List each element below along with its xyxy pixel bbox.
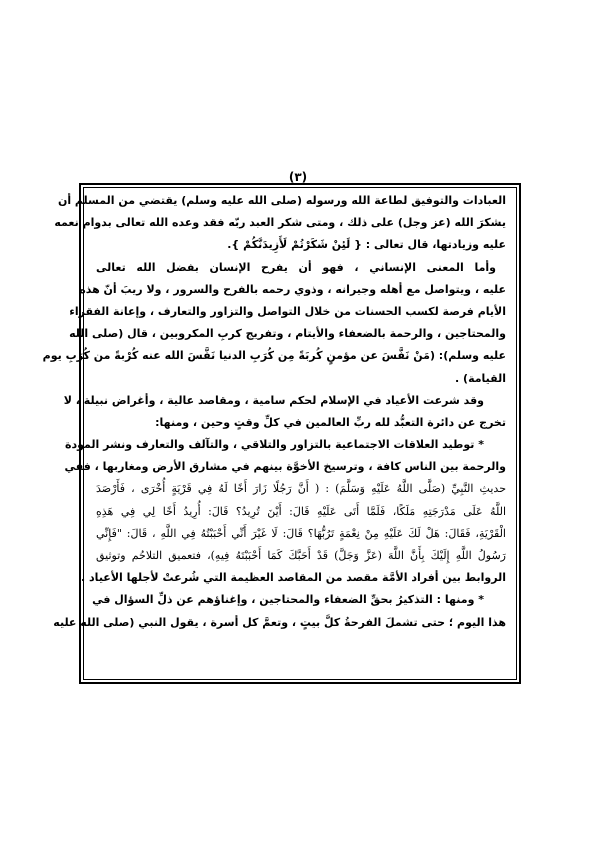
text-line: والرحمة بين الناس كافة ، وترسيخ الأخوَّة بينهم في مشارق الأرض ومغاربها ، ففي	[64, 460, 506, 474]
text-line: الروابط بين أفراد الأمَّة مقصد من المقاصد العظيمة التي شُرعتْ لأجلها الأعياد .	[81, 571, 506, 585]
text-line: * ومنها : التذكيرُ بحقِّ الضعفاء والمحتاجين ، وإغناؤهم عن ذلِّ السؤال في	[92, 593, 484, 607]
body-text	[42, 190, 506, 678]
text-line: تخرج عن دائرة التعبُّد لله ربِّ العالمين في كلِّ وقتٍ وحين ، ومنها:	[155, 415, 506, 429]
text-line: رَسُولُ اللَّهِ إِلَيْكَ بِأَنَّ اللَّهَ (عَزَّ وَجَلَّ) قَدْ أَحَبَّكَ كَمَا أَحْبَبْتَهُ فِيهِ)، فتعميق التلاحُم وتوثيق	[96, 549, 506, 562]
text-line: * توطيد العلاقات الاجتماعية بالتزاور والتلاقي ، والتآلف والتعارف ونشر المودة	[64, 438, 484, 452]
page-number: (٣)	[288, 170, 308, 184]
text-line: وأما المعنى الإنساني ، فهو أن يفرح الإنسان بفضل الله تعالى	[96, 260, 496, 274]
text-line: والمحتاجين ، والرحمة بالضعفاء والأيتام ، وتفريج كربِ المكروبين ، قال (صلى الله	[69, 327, 506, 341]
text-line: عليه وسلم): (مَنْ نَفَّسَ عن مؤمنٍ كُربَةً مِن كُرَبِ الدنيا نَفَّسَ الله عنه كُرْبةً من كُرَبِ يوم	[42, 349, 506, 363]
text-line: هذا اليوم ؛ حتى تشملَ الفرحةُ كلَّ بيتٍ ، وتعمَّ كل أسرة ، يقول النبي (صلى الله عليه	[53, 615, 506, 629]
text-line: الأيام فرصة لكسب الحسنات من خلال التواصل والتزاور والتعارف ، وإعانة الفقراء	[69, 304, 506, 318]
text-line: اللَّهُ عَلَى مَدْرَجَتِهِ مَلَكًا، فَلَمَّا أَتَى عَلَيْهِ قَالَ: أَيْنَ تُرِيدُ؟ قَالَ: أُرِيدُ أَخًا لِي فِي هَذِهِ	[96, 504, 506, 518]
text-line: العبادات والتوفيق لطاعة الله ورسوله (صلى الله عليه وسلم) يقتضي من المسلم أن	[57, 194, 506, 207]
text-line: عليه ، ويتواصل مع أهله وجيرانه ، وذوي رحمه بالفرح والسرور ، ولا ريبَ أنّ هذه	[79, 282, 506, 296]
text-line: حديثِ النَّبِيِّ (صَلَّى اللَّهُ عَلَيْهِ وَسَلَّمَ) : ( أَنَّ رَجُلًا زَارَ أَخًا لَهُ فِي قَرْيَةٍ أُخْرَى ، فَأَرْصَدَ	[96, 482, 506, 496]
text-line: وقد شرعت الأعياد في الإسلام لحكم سامية ، ومقاصد عالية ، وأغراض نبيلة ، لا	[63, 393, 484, 407]
text-line: القيامة) .	[455, 371, 506, 385]
text-line: عليه وزيادتها، قال تعالى : { لَئِنْ شَكَرْتُمْ لَأَزِيدَنَّكُمْ }.	[227, 238, 506, 252]
text-line: الْقَرْيَةِ، فَقَالَ: هَلْ لَكَ عَلَيْهِ مِنْ نِعْمَةٍ تَرُبُّهَا؟ قَالَ: لَا غَيْرَ أَنِّي أَحْبَبْتُهُ فِي اللَّهِ ، قَالَ: "فَإِنِّي	[96, 526, 506, 540]
text-line: يشكرَ الله (عز وجل) على ذلك ، ومتى شكر العبد ربّه فقد وعده الله تعالى بدوام نعمه	[54, 216, 506, 230]
